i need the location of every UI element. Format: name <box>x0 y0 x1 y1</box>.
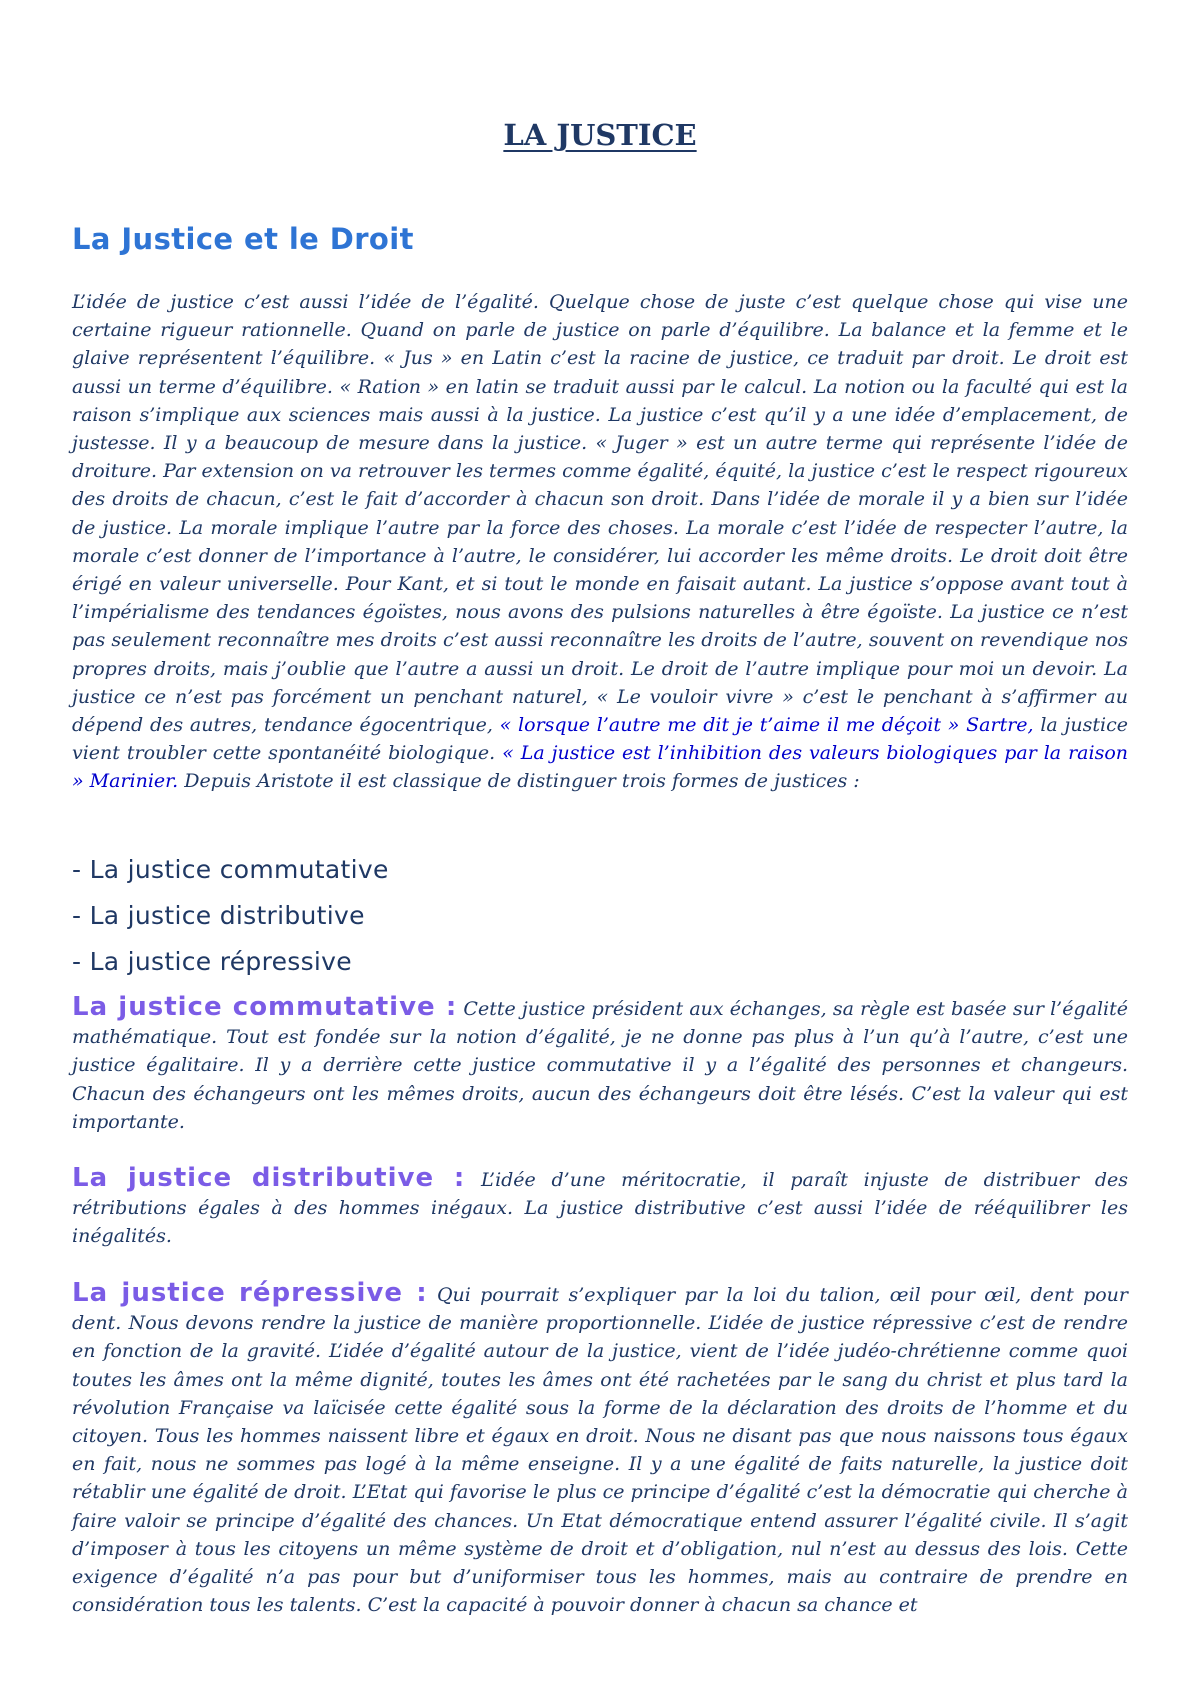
list-item-commutative: - La justice commutative <box>72 855 389 884</box>
list-item-distributive: - La justice distributive <box>72 901 365 930</box>
commutative-heading: La justice commutative : <box>72 992 458 1022</box>
marinier-quote: « La justice est l’inhibition des valeurs biologiques par la raison » Marinier. <box>72 742 1128 793</box>
distributive-heading: La justice distributive : <box>72 1163 466 1193</box>
intro-text-2: la justice vient troubler cette spontanéité biologique. <box>72 714 1128 765</box>
intro-paragraph <box>72 288 1128 796</box>
intro-text-1: L’idée de justice c’est aussi l’idée de l’égalité. Quelque chose de juste c’est quelque chose qui vise une certaine rigueur rationnelle. Quand on parle de justice on parle d’équilibre. La balance et la femme et le glaive représentent l’équilibre. « Jus » en Latin c’est la racine de justice, ce traduit par droit. Le droit est aussi un terme d’équilibre. « Ration » en latin se traduit aussi par le calcul. La notion ou la faculté qui est la raison s’implique aux sciences mais aussi à la justice. La justice c’est qu’il y a une idée d’emplacement, de justesse. Il y a beaucoup de mesure dans la justice. « Juger » est un autre terme qui représente l’idée de droiture. Par extension on va retrouver les termes comme égalité, équité, la justice c’est le respect rigoureux des droits de chacun, c’est le fait d’accorder à chacun son droit. Dans l’idée de morale il y a bien sur l’idée de justice. La morale implique l’autre par la force des choses. La morale c’est l’idée de respecter l’autre, la morale c’est donner de l’importance à l’autre, le considérer, lui accorder les même droits. Le droit doit être érigé en valeur universelle. Pour Kant, et si tout le monde en faisait autant. La justice s’oppose avant tout à l’impérialisme des tendances égoïstes, nous avons des pulsions naturelles à être égoïste. La justice ce n’est pas seulement reconnaître mes droits c’est aussi reconnaître les droits de l’autre, souvent on revendique nos propres droits, mais j’oublie que l’autre a aussi un droit. Le droit de l’autre implique pour moi un devoir. La justice ce n’est pas forcément un penchant naturel, « Le vouloir vivre » c’est le penchant à s’affirmer au dépend des autres, tendance égocentrique, <box>72 291 1128 737</box>
repressive-text: Qui pourrait s’expliquer par la loi du talion, œil pour œil, dent pour dent. Nous devons rendre la justice de manière proportionnelle. L’idée de justice répressive c’est de rendre en fonction de la gravité. L’idée d’égalité autour de la justice, vient de l’idée judéo-chrétienne comme quoi toutes les âmes ont la même dignité, toutes les âmes ont été rachetées par le sang du christ et plus tard la révolution Française va laïcisée cette égalité sous la forme de la déclaration des droits de l’homme et du citoyen. Tous les hommes naissent libre et égaux en droit. Nous ne disant pas que nous naissons tous égaux en fait, nous ne sommes pas logé à la même enseigne. Il y a une égalité de faits naturelle, la justice doit rétablir une égalité de droit. L’Etat qui favorise le plus ce principe d’égalité c’est la démocratie qui cherche à faire valoir se principe d’égalité des chances. Un Etat démocratique entend assurer l’égalité civile. Il s’agit d’imposer à tous les citoyens un même système de droit et d’obligation, nul n’est au dessus des lois. Cette exigence d’égalité n’a pas pour but d’uniformiser tous les hommes, mais au contraire de prendre en considération tous les talents. C’est la capacité à pouvoir donner à chacun sa chance et <box>72 1284 1128 1617</box>
forms-list <box>72 850 389 988</box>
section-heading: La Justice et le Droit <box>72 222 414 256</box>
repressive-heading: La justice répressive : <box>72 1278 428 1308</box>
sartre-quote: « lorsque l’autre me dit je t’aime il me déçoit » Sartre, <box>499 714 1034 737</box>
distributive-paragraph <box>72 1164 1128 1251</box>
commutative-paragraph <box>72 993 1128 1136</box>
commutative-text: Cette justice président aux échanges, sa règle est basée sur l’égalité mathématique. Tout est fondée sur la notion d’égalité, je ne donne pas plus à l’un qu’à l’autre, c’est une justice égalitaire. Il y a derrière cette justice commutative il y a l’égalité des personnes et changeurs. Chacun des échangeurs ont les mêmes droits, aucun des échangeurs doit être lésés. C’est la valeur qui est importante. <box>72 998 1128 1133</box>
intro-text-3: Depuis Aristote il est classique de distinguer trois formes de justices : <box>178 770 860 793</box>
list-item-repressive: - La justice répressive <box>72 947 352 976</box>
page-title: LA JUSTICE <box>503 118 697 152</box>
distributive-text: L’idée d’une méritocratie, il paraît injuste de distribuer des rétributions égales à des hommes inégaux. La justice distributive c’est aussi l’idée de rééquilibrer les inégalités. <box>72 1169 1129 1248</box>
repressive-paragraph <box>72 1279 1128 1619</box>
